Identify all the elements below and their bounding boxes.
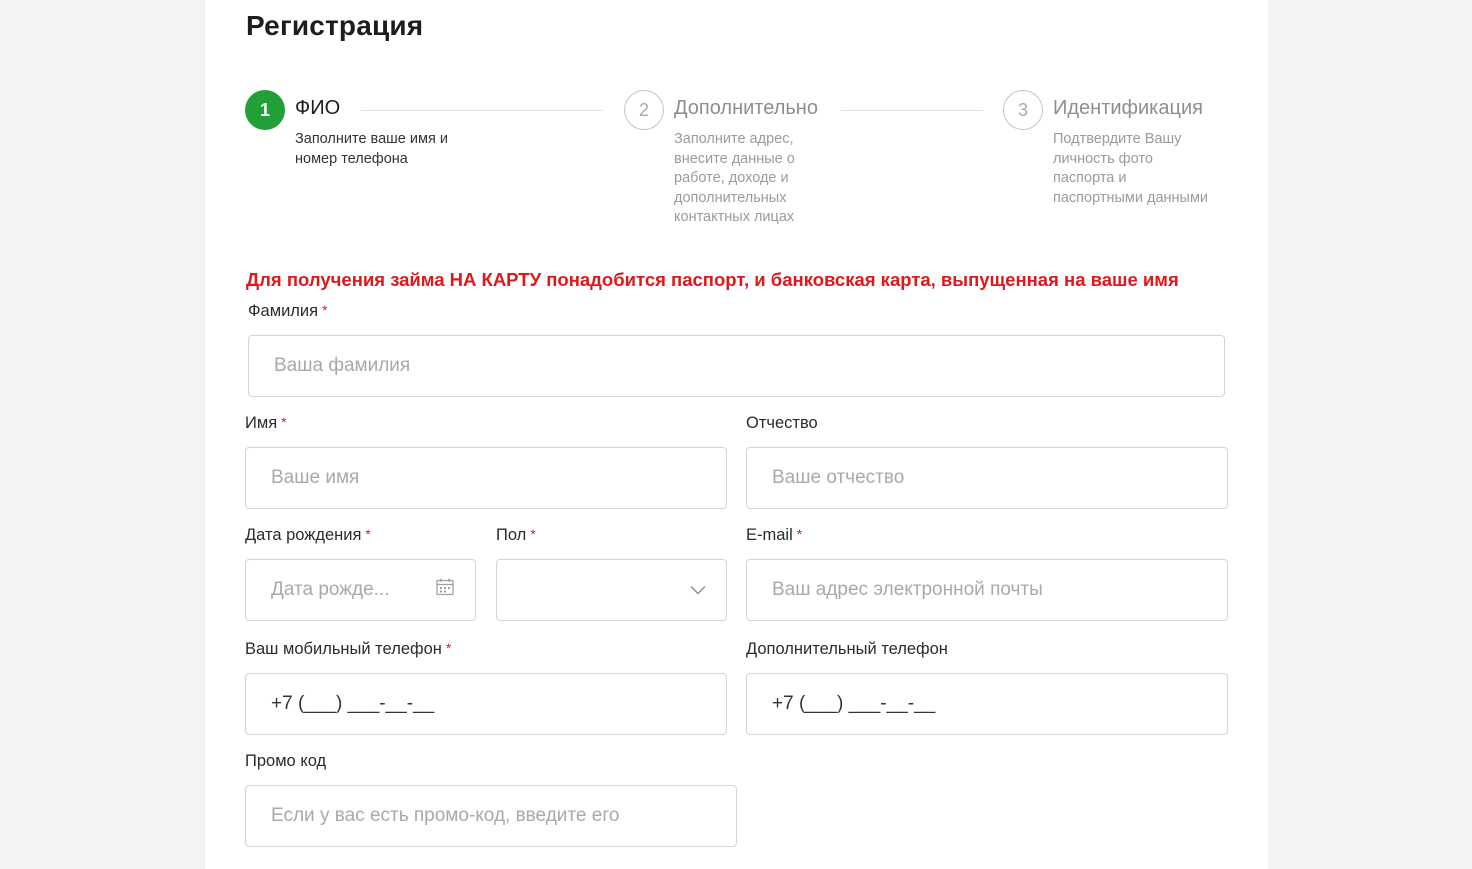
birth-date-input[interactable] (245, 559, 476, 621)
step-1-description: Заполните ваше имя и номер телефона (295, 131, 448, 167)
step-2-description: Заполните адрес, внесите данные о работе, доходе и дополнительных контактных лицах (674, 131, 795, 225)
patronymic-input[interactable] (746, 447, 1228, 509)
step-connector-1 (361, 110, 603, 111)
birth-date-label-text: Дата рождения (245, 526, 362, 544)
extra-phone-label-text: Дополнительный телефон (746, 640, 948, 658)
required-mark: * (365, 526, 371, 542)
card-requirement-notice: Для получения займа НА КАРТУ понадобится паспорт, и банковская карта, выпущенная на ваше имя (246, 269, 1179, 290)
registration-card (205, 0, 1268, 869)
first-name-input[interactable] (245, 447, 727, 509)
page-title: Регистрация (246, 10, 424, 41)
first-name-label-text: Имя (245, 414, 278, 432)
surname-label (248, 302, 328, 321)
promo-label (245, 752, 326, 771)
step-2-number: 2 (624, 90, 664, 130)
required-mark: * (530, 526, 536, 542)
surname-label-text: Фамилия (248, 302, 319, 320)
promo-label-text: Промо код (245, 752, 327, 770)
step-3-title: Идентификация (1053, 97, 1203, 119)
patronymic-label (746, 414, 818, 433)
required-mark: * (281, 414, 287, 430)
step-connector-2 (841, 110, 983, 111)
chevron-down-icon (690, 579, 706, 601)
surname-placeholder: Ваша фамилия (274, 355, 411, 376)
birth-date-label (245, 526, 371, 545)
required-mark: * (322, 302, 328, 318)
surname-input[interactable] (248, 335, 1225, 397)
promo-code-placeholder: Если у вас есть промо-код, введите его (271, 805, 620, 826)
gender-label (496, 526, 536, 545)
mobile-phone-value: +7 (___) ___-__-__ (271, 693, 435, 714)
first-name-placeholder: Ваше имя (271, 467, 360, 488)
extra-phone-input[interactable] (746, 673, 1228, 735)
step-2-title: Дополнительно (674, 97, 818, 119)
required-mark: * (796, 526, 803, 542)
extra-phone-value: +7 (___) ___-__-__ (772, 693, 936, 714)
extra-phone-label (746, 640, 948, 659)
step-1-title: ФИО (295, 97, 341, 119)
step-3-number: 3 (1003, 90, 1043, 130)
mobile-phone-label-text: Ваш мобильный телефон (245, 640, 442, 658)
first-name-label (245, 414, 287, 433)
birth-date-placeholder: Дата рожде... (271, 579, 390, 600)
calendar-icon[interactable] (435, 577, 455, 603)
email-label (746, 526, 802, 545)
gender-label-text: Пол (496, 526, 527, 544)
step-3-description: Подтвердите Вашу личность фото паспорта и паспортными данными (1053, 131, 1209, 206)
patronymic-label-text: Отчество (746, 414, 818, 432)
promo-code-input[interactable] (245, 785, 737, 847)
step-1-number: 1 (245, 90, 285, 130)
mobile-phone-label (245, 640, 451, 659)
mobile-phone-input[interactable] (245, 673, 727, 735)
gender-select[interactable] (496, 559, 727, 621)
email-placeholder: Ваш адрес электронной почты (772, 579, 1043, 600)
email-input[interactable] (746, 559, 1228, 621)
patronymic-placeholder: Ваше отчество (772, 467, 905, 488)
required-mark: * (445, 640, 452, 656)
email-label-text: E-mail (746, 526, 793, 544)
